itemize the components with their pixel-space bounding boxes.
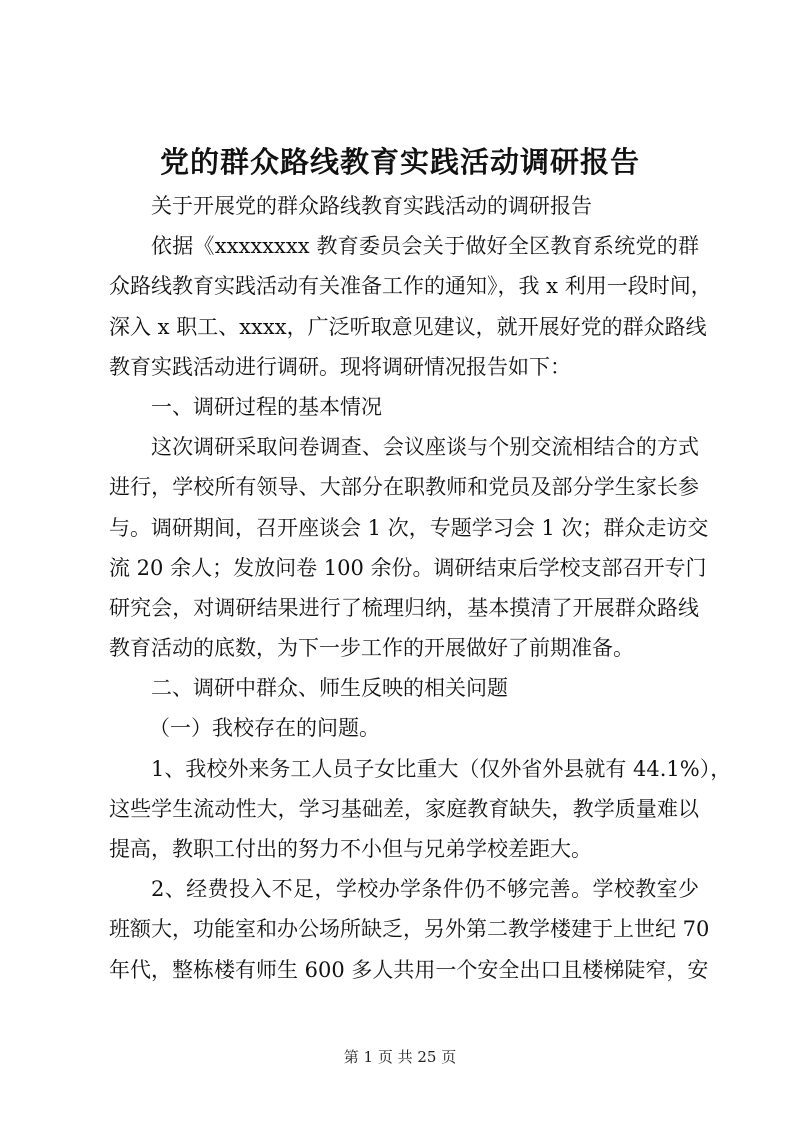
paragraph-line: 进行，学校所有领导、大部分在职教师和党员及部分学生家长参 — [109, 475, 699, 500]
paragraph-line: 2、经费投入不足，学校办学条件仍不够完善。学校教室少 — [151, 877, 699, 902]
paragraph-line: 这次调研采取问卷调查、会议座谈与个别交流相结合的方式 — [151, 435, 699, 460]
paragraph-line: 依据《xxxxxxxx 教育委员会关于做好全区教育系统党的群 — [151, 234, 699, 259]
paragraph-line: 年代，整栋楼有师生 600 多人共用一个安全出口且楼梯陡窄，安 — [109, 957, 709, 982]
paragraph-line: 教育活动的底数，为下一步工作的开展做好了前期准备。 — [109, 636, 634, 661]
subsection-heading: （一）我校存在的问题。 — [149, 716, 380, 741]
paragraph-line: 教育实践活动进行调研。现将调研情况报告如下： — [109, 354, 571, 379]
page-number-footer: 第 1 页 共 25 页 — [343, 1048, 457, 1066]
document-title: 党的群众路线教育实践活动调研报告 — [159, 145, 640, 179]
document-body — [109, 186, 732, 990]
subtitle-line: 关于开展党的群众路线教育实践活动的调研报告 — [151, 194, 592, 218]
paragraph-line: 班额大，功能室和办公场所缺乏，另外第二教学楼建于上世纪 70 — [109, 917, 710, 942]
paragraph-line: 这些学生流动性大，学习基础差，家庭教育缺失，教学质量难以 — [109, 796, 699, 821]
paragraph-line: 研究会，对调研结果进行了梳理归纳，基本摸清了开展群众路线 — [109, 595, 699, 620]
paragraph-line: 众路线教育实践活动有关准备工作的通知》，我 x 利用一段时间， — [109, 274, 712, 299]
section-heading: 一、调研过程的基本情况 — [151, 394, 382, 419]
paragraph-line: 1、我校外来务工人员子女比重大（仅外省外县就有 44.1%）， — [151, 756, 732, 781]
paragraph-line: 深入 x 职工、xxxx，广泛听取意见建议，就开展好党的群众路线 — [109, 314, 707, 339]
paragraph-line: 提高，教职工付出的努力不小但与兄弟学校差距大。 — [109, 837, 592, 861]
paragraph-line: 流 20 余人；发放问卷 100 余份。调研结束后学校支部召开专门 — [109, 555, 707, 580]
paragraph-line: 与。调研期间，召开座谈会 1 次，专题学习会 1 次；群众走访交 — [109, 515, 709, 540]
section-heading: 二、调研中群众、师生反映的相关问题 — [151, 676, 508, 701]
